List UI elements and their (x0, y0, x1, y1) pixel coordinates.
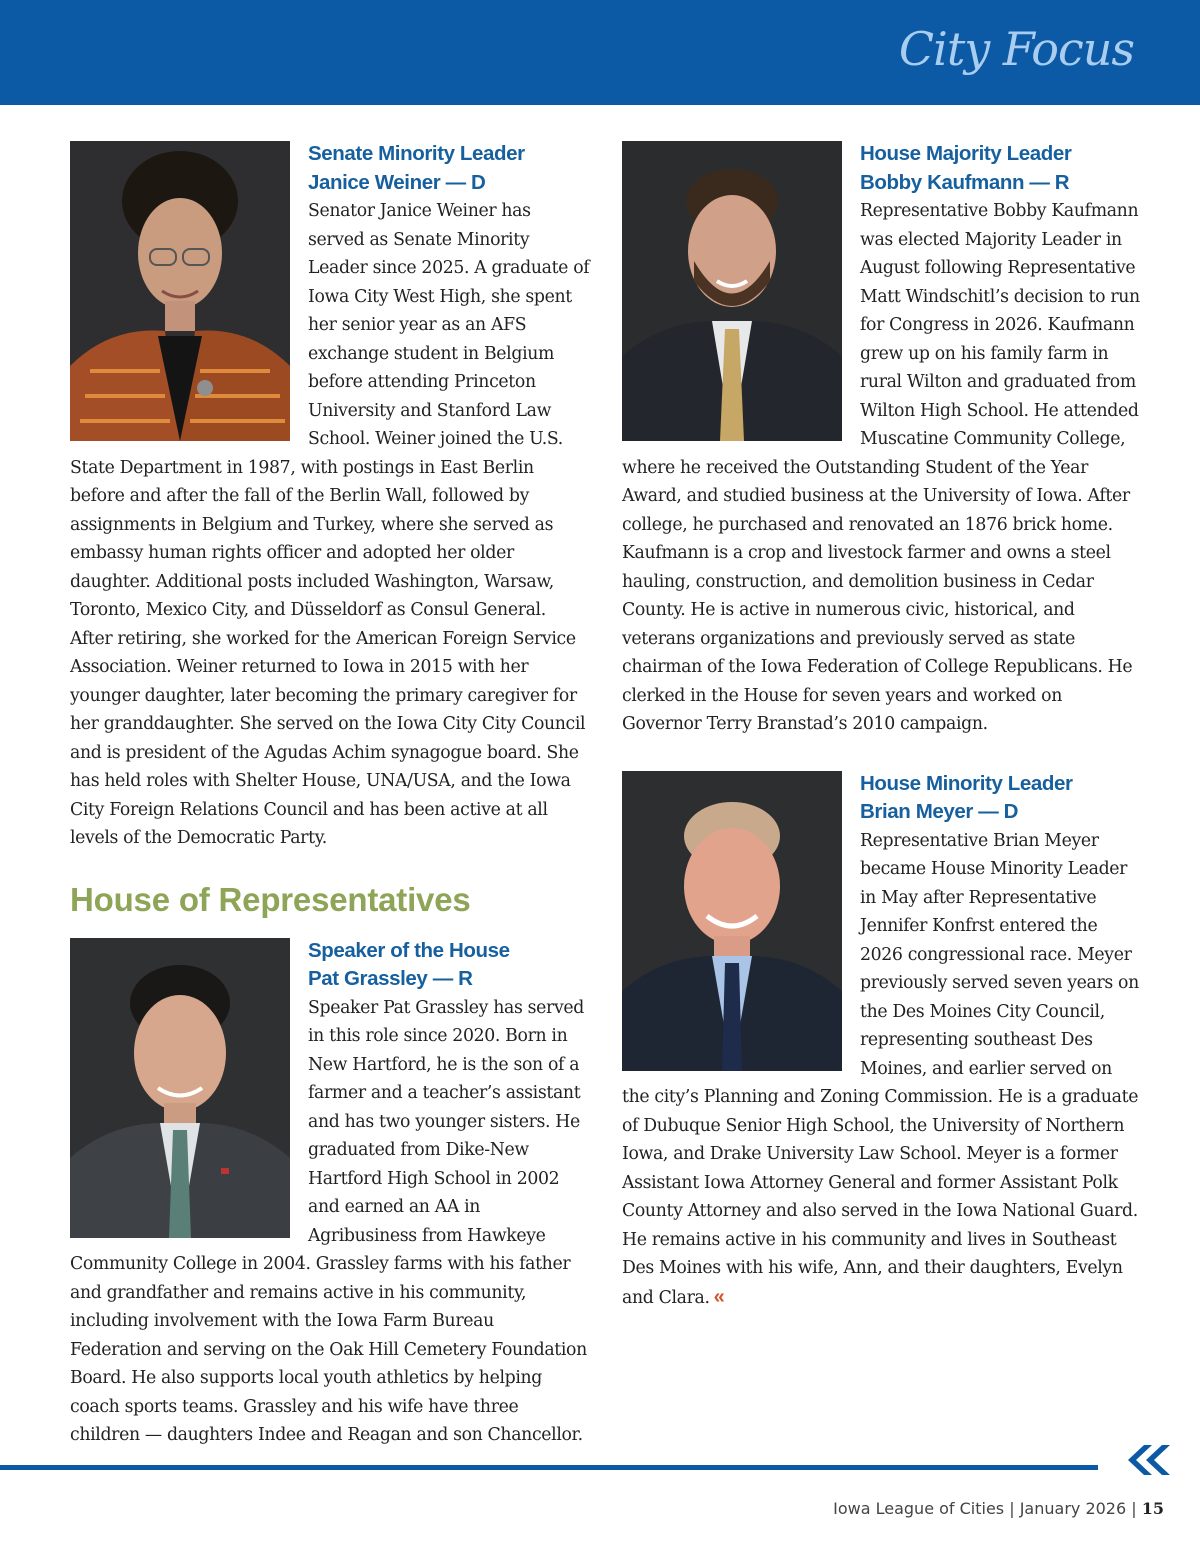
portrait-brian-meyer (622, 771, 842, 1071)
portrait-photo (70, 938, 290, 1238)
portrait-janice-weiner (70, 141, 290, 441)
right-column (622, 140, 1142, 1312)
portrait-bobby-kaufmann (622, 141, 842, 441)
profile-role: House Minority Leader (860, 771, 1073, 795)
footer-rule (0, 1465, 1098, 1470)
portrait-photo (622, 771, 842, 1071)
portrait-photo (70, 141, 290, 441)
profile-role: Speaker of the House (308, 938, 510, 962)
header-band (0, 0, 1200, 105)
profile-janice-weiner (70, 140, 590, 853)
profile-role: Senate Minority Leader (308, 142, 525, 165)
bio-text: Representative Bobby Kaufmann was elected Majority Leader in August following Representative Matt Windschitl’s decision to run for Congress in 2026. Kaufmann grew up on his family farm in rural Wilton and graduated from Wilton High School. He attended Muscatine Community College, where he received the Outstanding Student of the Year Award, and studied business at the University of Iowa. After college, he purchased and renovated an 1876 brick home. Kaufmann is a crop and livestock farmer and owns a steel hauling, construction, and demolition business in Cedar County. He is active in numerous civic, historical, and veterans organizations and previously served as state chairman of the Iowa Federation of College Republicans. He clerked in the House for seven years and worked on Governor Terry Branstad’s 2010 campaign. (622, 201, 1140, 734)
publication-line: Iowa League of Cities | January 2026 | (833, 1499, 1137, 1518)
portrait-pat-grassley (70, 938, 290, 1238)
profile-role: House Majority Leader (860, 142, 1072, 165)
profile-bobby-kaufmann (622, 140, 1142, 739)
profile-pat-grassley (70, 937, 590, 1450)
portrait-photo (622, 141, 842, 441)
bio-text: Senator Janice Weiner has served as Senate Minority Leader since 2025. A graduate of Iowa City West High, she spent her senior year as an AFS exchange student in Belgium before attending Princeton University and Stanford Law School. Weiner joined the U.S. State Department in 1987, with postings in East Berlin before and after the fall of the Berlin Wall, followed by assignments in Belgium and Turkey, where she served as embassy human rights officer and adopted her older daughter. Additional posts included Washington, Warsaw, Toronto, Mexico City, and Düsseldorf as Consul General. After retiring, she worked for the American Foreign Service Association. Weiner returned to Iowa in 2015 with her younger daughter, later becoming the primary caregiver for her granddaughter. She served on the Iowa City City Council and is president of the Agudas Achim synagogue board. She has held roles with Shelter House, UNA/USA, and the Iowa City Foreign Relations Council and has been active at all levels of the Democratic Party. (70, 201, 590, 848)
bio-text-body: Representative Brian Meyer became House Minority Leader in May after Representative Jennifer Konfrst entered the 2026 congressional race. Meyer previously served seven years on the Des Moines City Council, representing southeast Des Moines, and earlier served on the city’s Planning and Zoning Commission. He is a graduate of Dubuque Senior High School, the University of Northern Iowa, and Drake University Law School. Meyer is a former Assistant Iowa Attorney General and former Assistant Polk County Attorney and also served in the Iowa National Guard. He remains active in his community and lives in Southeast Des Moines with his wife, Ann, and their daughters, Evelyn and Clara. (622, 830, 1139, 1308)
section-tag: City Focus (898, 22, 1134, 76)
profile-name: Pat Grassley — R (308, 967, 473, 990)
double-chevron-left-icon (1124, 1443, 1172, 1477)
profile-name: Bobby Kaufmann — R (860, 170, 1070, 194)
profile-name: Janice Weiner — D (308, 170, 486, 194)
left-column (70, 140, 590, 1450)
bio-text: Speaker Pat Grassley has served in this role since 2020. Born in New Hartford, he is the son of a farmer and a teacher’s assistant and has two younger sisters. He graduated from Dike-New Hartford High School in 2002 and earned an AA in Agribusiness from Hawkeye Community College in 2004. Grassley farms with his father and grandfather and remains active in his community, including involvement with the Iowa Farm Bureau Federation and serving on the Oak Hill Cemetery Foundation Board. He also supports local youth athletics by helping coach sports teams. Grassley and his wife have three children — daughters Indee and Reagan and son Chancellor. (70, 997, 587, 1445)
profile-name: Brian Meyer — D (860, 800, 1019, 823)
end-mark-icon: « (713, 1285, 725, 1308)
footer-text (833, 1499, 1164, 1518)
profile-brian-meyer (622, 770, 1142, 1313)
section-heading: House of Representatives (70, 880, 471, 918)
page-number: 15 (1141, 1499, 1164, 1518)
